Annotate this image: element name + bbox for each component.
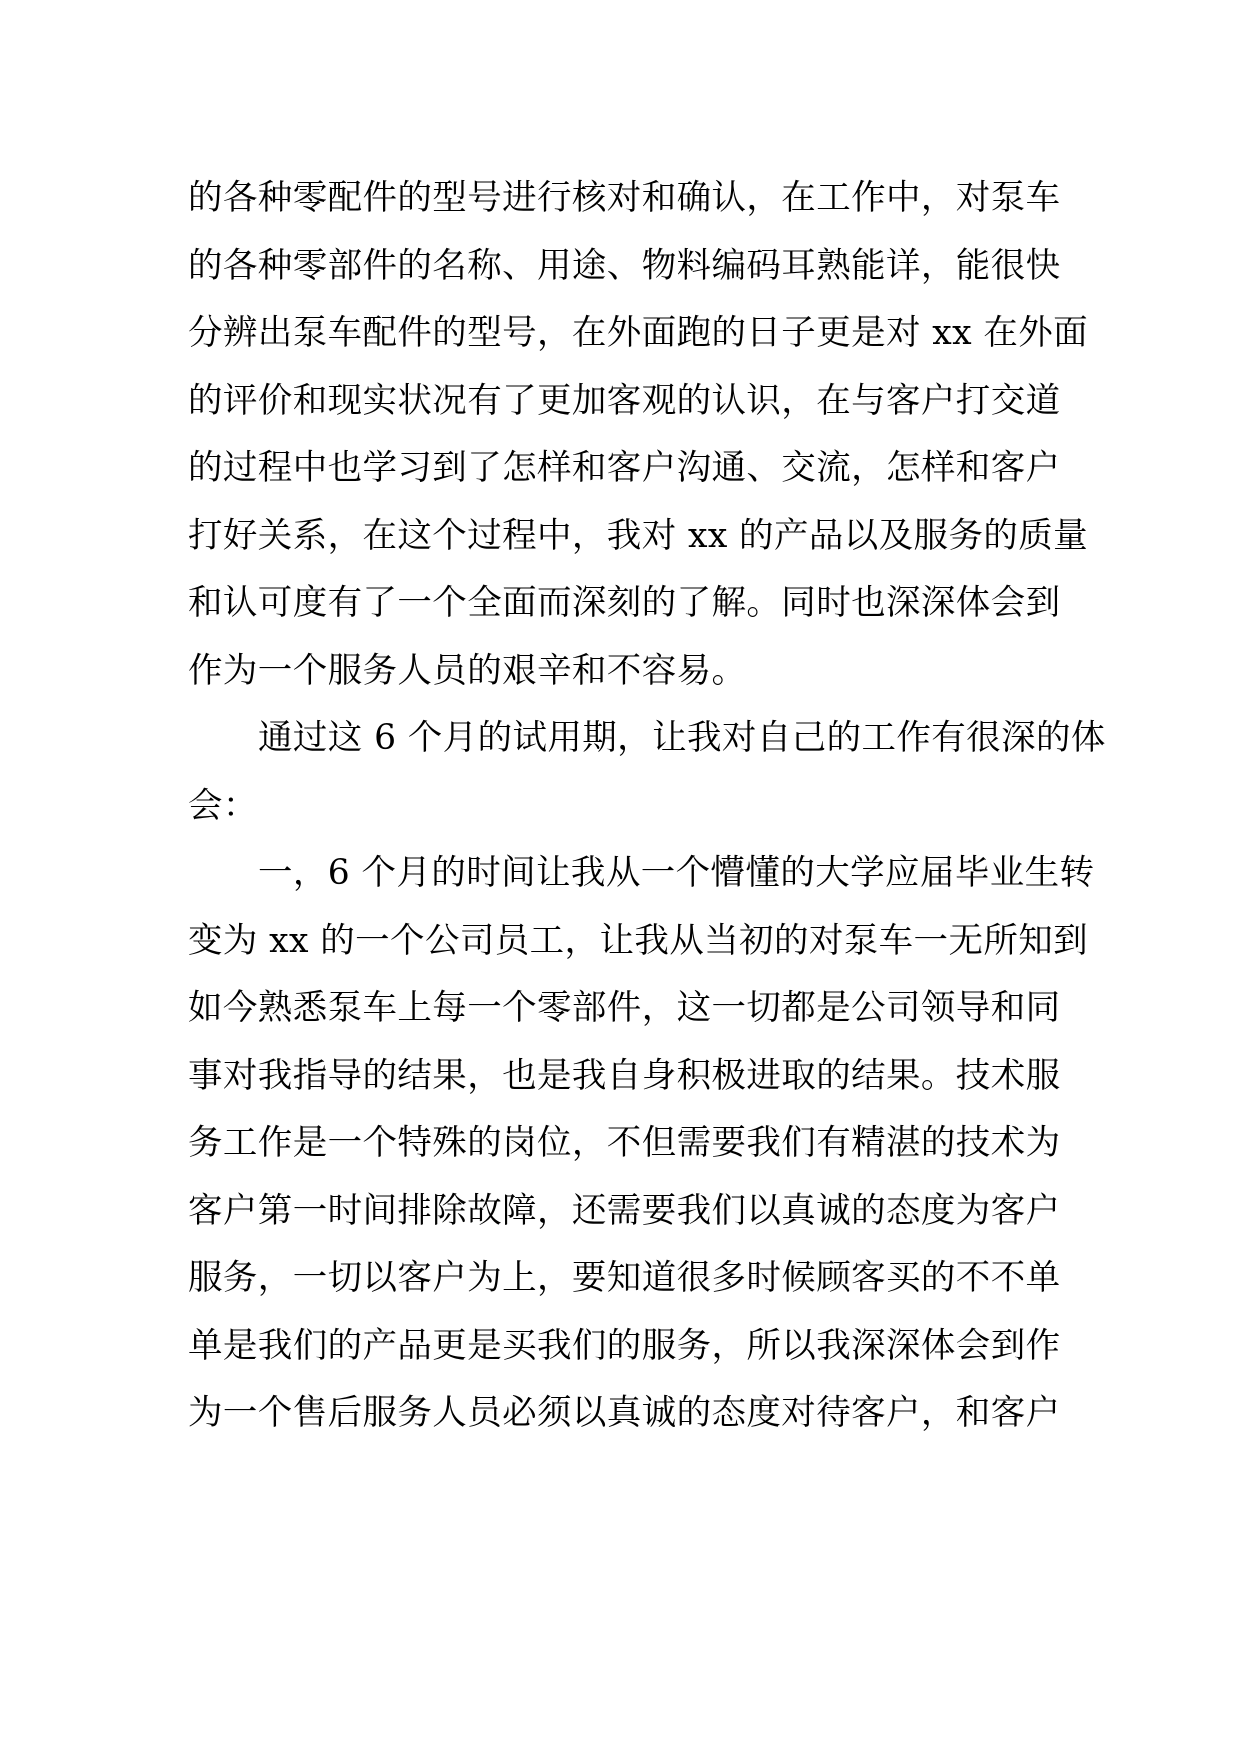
text-line: 的各种零配件的型号进行核对和确认，在工作中，对泵车 — [188, 178, 1061, 218]
text-line: 作为一个服务人员的艰辛和不容易。 — [188, 650, 747, 691]
paragraph-start-line: 一，6 个月的时间让我从一个懵懂的大学应届毕业生转 — [258, 853, 1095, 893]
body-text — [188, 165, 1106, 1448]
text-line: 事对我指导的结果，也是我自身积极进取的结果。技术服 — [188, 1055, 1061, 1096]
text-line: 的评价和现实状况有了更加客观的认识，在与客户打交道 — [188, 380, 1061, 421]
text-line: 会： — [188, 785, 258, 826]
text-line: 的过程中也学习到了怎样和客户沟通、交流，怎样和客户 — [188, 448, 1061, 488]
text-line: 分辨出泵车配件的型号，在外面跑的日子更是对 xx 在外面 — [188, 313, 1089, 353]
text-line: 服务，一切以客户为上，要知道很多时候顾客买的不不单 — [188, 1258, 1061, 1298]
text-line: 和认可度有了一个全面而深刻的了解。同时也深深体会到 — [188, 583, 1061, 623]
text-line: 变为 xx 的一个公司员工，让我从当初的对泵车一无所知到 — [188, 920, 1089, 961]
text-line: 如今熟悉泵车上每一个零部件，这一切都是公司领导和同 — [188, 988, 1061, 1028]
text-line: 为一个售后服务人员必须以真诚的态度对待客户，和客户 — [188, 1393, 1061, 1433]
paragraph-start-line: 通过这 6 个月的试用期，让我对自己的工作有很深的体 — [258, 718, 1106, 758]
text-line: 单是我们的产品更是买我们的服务，所以我深深体会到作 — [188, 1325, 1061, 1366]
text-line: 打好关系，在这个过程中，我对 xx 的产品以及服务的质量 — [188, 515, 1089, 556]
text-line: 务工作是一个特殊的岗位，不但需要我们有精湛的技术为 — [188, 1123, 1061, 1163]
text-line: 客户第一时间排除故障，还需要我们以真诚的态度为客户 — [188, 1190, 1061, 1231]
text-line: 的各种零部件的名称、用途、物料编码耳熟能详，能很快 — [188, 245, 1061, 286]
